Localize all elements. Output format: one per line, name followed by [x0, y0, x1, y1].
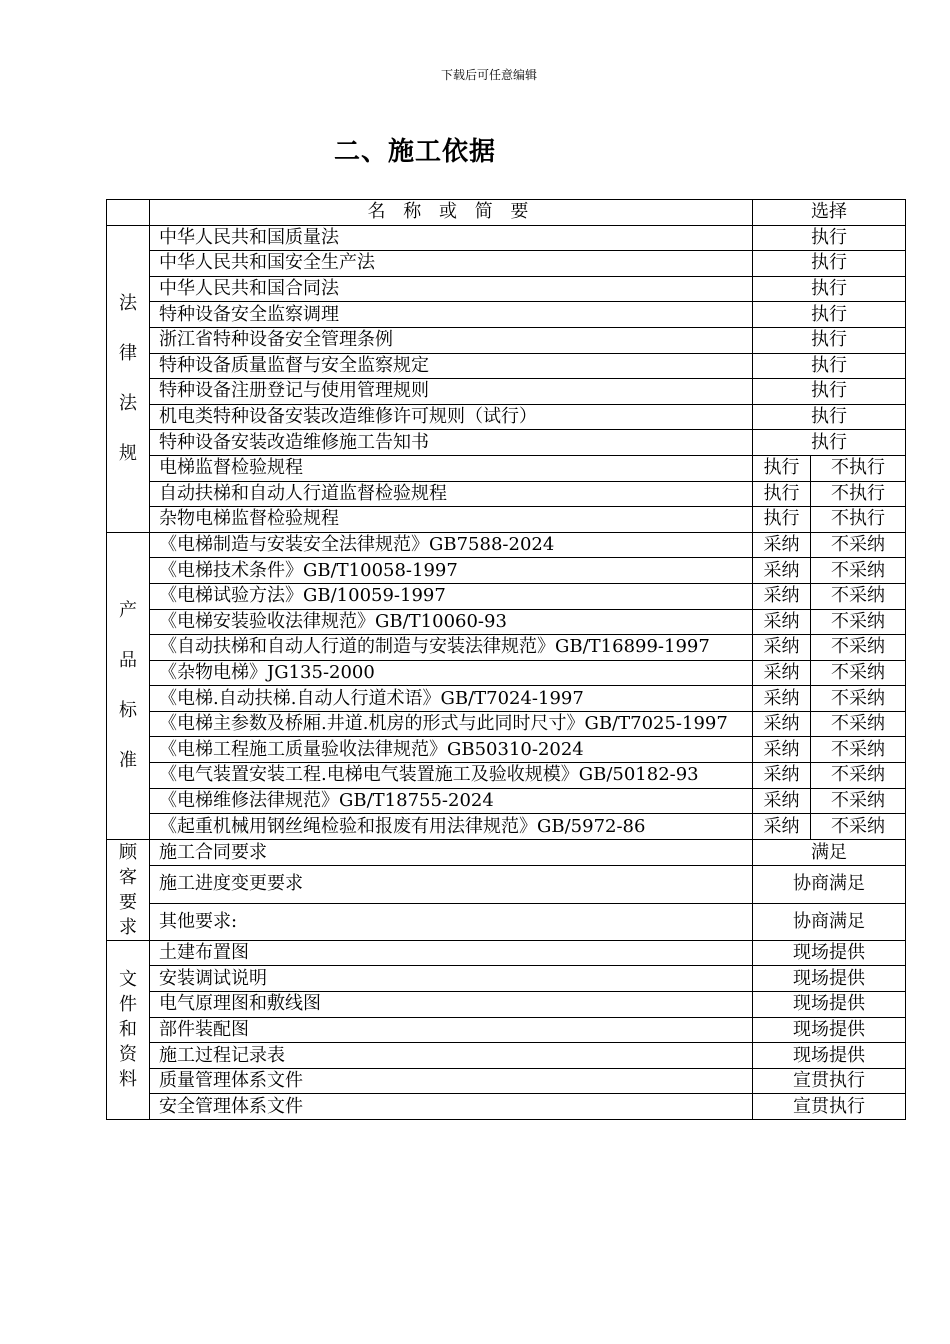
item-name: 安全管理体系文件 — [150, 1094, 753, 1120]
option-not-adopt: 不执行 — [811, 455, 906, 481]
category-product-standards — [107, 532, 150, 839]
table-row — [107, 583, 906, 609]
selection-value: 执行 — [753, 353, 906, 379]
table-header-row — [107, 200, 906, 226]
item-name: 施工过程记录表 — [150, 1043, 753, 1069]
table-row — [107, 251, 906, 277]
table-row — [107, 225, 906, 251]
option-not-adopt: 不采纳 — [811, 711, 906, 737]
table-row — [107, 532, 906, 558]
category-char: 资 — [119, 1044, 137, 1066]
option-not-adopt: 不执行 — [811, 481, 906, 507]
table-row — [107, 1043, 906, 1069]
column-header-select: 选择 — [753, 200, 906, 226]
category-char: 律 — [119, 342, 137, 364]
option-not-adopt: 不采纳 — [811, 609, 906, 635]
option-adopt: 采纳 — [753, 583, 811, 609]
selection-value: 执行 — [753, 276, 906, 302]
option-not-adopt: 不执行 — [811, 507, 906, 533]
category-char: 要 — [119, 891, 137, 913]
table-row — [107, 302, 906, 328]
category-char: 规 — [119, 442, 137, 464]
table-row — [107, 711, 906, 737]
construction-basis-table — [106, 199, 906, 1120]
item-name: 《电梯工程施工质量验收法律规范》GB50310-2024 — [150, 737, 753, 763]
category-char: 顾 — [119, 841, 137, 863]
item-name: 部件装配图 — [150, 1017, 753, 1043]
category-char: 品 — [119, 649, 137, 671]
item-name: 《电梯.自动扶梯.自动人行道术语》GB/T7024-1997 — [150, 686, 753, 712]
table-row — [107, 507, 906, 533]
option-not-adopt: 不采纳 — [811, 814, 906, 840]
item-name: 《杂物电梯》JG135-2000 — [150, 660, 753, 686]
table-row — [107, 1017, 906, 1043]
category-char: 和 — [119, 1019, 137, 1041]
selection-value: 执行 — [753, 251, 906, 277]
table-row — [107, 814, 906, 840]
table-row — [107, 966, 906, 992]
selection-value: 执行 — [753, 225, 906, 251]
table-row — [107, 404, 906, 430]
column-header-name: 名 称 或 简 要 — [150, 200, 753, 226]
option-adopt: 采纳 — [753, 814, 811, 840]
selection-value: 执行 — [753, 404, 906, 430]
item-name: 土建布置图 — [150, 940, 753, 966]
selection-value: 协商满足 — [753, 866, 906, 903]
item-name: 特种设备质量监督与安全监察规定 — [150, 353, 753, 379]
option-adopt: 采纳 — [753, 763, 811, 789]
option-not-adopt: 不采纳 — [811, 737, 906, 763]
option-adopt: 执行 — [753, 481, 811, 507]
table-row — [107, 558, 906, 584]
category-char: 件 — [119, 994, 137, 1016]
table-row — [107, 839, 906, 865]
table-row — [107, 353, 906, 379]
selection-value: 执行 — [753, 430, 906, 456]
item-name: 中华人民共和国质量法 — [150, 225, 753, 251]
option-not-adopt: 不采纳 — [811, 660, 906, 686]
selection-value: 协商满足 — [753, 903, 906, 940]
option-not-adopt: 不采纳 — [811, 686, 906, 712]
item-name: 中华人民共和国安全生产法 — [150, 251, 753, 277]
item-name: 质量管理体系文件 — [150, 1068, 753, 1094]
selection-value: 现场提供 — [753, 992, 906, 1018]
table-row — [107, 1068, 906, 1094]
option-adopt: 采纳 — [753, 711, 811, 737]
category-char: 法 — [119, 392, 137, 414]
option-adopt: 采纳 — [753, 660, 811, 686]
category-char: 料 — [119, 1069, 137, 1091]
option-not-adopt: 不采纳 — [811, 558, 906, 584]
item-name: 特种设备注册登记与使用管理规则 — [150, 379, 753, 405]
item-name: 安装调试说明 — [150, 966, 753, 992]
selection-value: 宣贯执行 — [753, 1094, 906, 1120]
table-row — [107, 660, 906, 686]
table-row — [107, 686, 906, 712]
item-name: 特种设备安全监察调理 — [150, 302, 753, 328]
table-row — [107, 481, 906, 507]
item-name: 特种设备安装改造维修施工告知书 — [150, 430, 753, 456]
option-not-adopt: 不采纳 — [811, 788, 906, 814]
item-name: 《电梯制造与安装安全法律规范》GB7588-2024 — [150, 532, 753, 558]
category-char: 产 — [119, 599, 137, 621]
selection-value: 现场提供 — [753, 966, 906, 992]
table-row — [107, 379, 906, 405]
table-row — [107, 430, 906, 456]
category-char: 客 — [119, 866, 137, 888]
category-laws-regulations — [107, 225, 150, 532]
page-header-note: 下载后可任意编辑 — [440, 68, 537, 82]
item-name: 机电类特种设备安装改造维修许可规则（试行） — [150, 404, 753, 430]
category-char: 文 — [119, 969, 137, 991]
category-char: 法 — [119, 292, 137, 314]
item-name: 施工合同要求 — [150, 839, 753, 865]
category-char: 准 — [119, 749, 137, 771]
item-name: 中华人民共和国合同法 — [150, 276, 753, 302]
item-name: 《起重机械用钢丝绳检验和报废有用法律规范》GB/5972-86 — [150, 814, 753, 840]
option-not-adopt: 不采纳 — [811, 635, 906, 661]
page-title: 二、施工依据 — [334, 137, 497, 167]
table-row — [107, 763, 906, 789]
item-name: 杂物电梯监督检验规程 — [150, 507, 753, 533]
item-name: 《电梯技术条件》GB/T10058-1997 — [150, 558, 753, 584]
table-row — [107, 635, 906, 661]
option-adopt: 采纳 — [753, 788, 811, 814]
option-adopt: 采纳 — [753, 558, 811, 584]
option-adopt: 采纳 — [753, 532, 811, 558]
option-adopt: 采纳 — [753, 686, 811, 712]
option-adopt: 采纳 — [753, 737, 811, 763]
selection-value: 现场提供 — [753, 1017, 906, 1043]
table-row — [107, 609, 906, 635]
option-not-adopt: 不采纳 — [811, 583, 906, 609]
category-char: 标 — [119, 699, 137, 721]
table-row — [107, 276, 906, 302]
item-name: 《电梯试验方法》GB/10059-1997 — [150, 583, 753, 609]
table-row — [107, 866, 906, 903]
item-name: 《电气装置安装工程.电梯电气装置施工及验收规模》GB/50182-93 — [150, 763, 753, 789]
selection-value: 现场提供 — [753, 1043, 906, 1069]
table-row — [107, 455, 906, 481]
item-name: 其他要求: — [150, 903, 753, 940]
table-row — [107, 327, 906, 353]
category-customer-requirements — [107, 839, 150, 940]
table-row — [107, 992, 906, 1018]
table-row — [107, 788, 906, 814]
option-adopt: 采纳 — [753, 635, 811, 661]
option-adopt: 执行 — [753, 455, 811, 481]
item-name: 《电梯维修法律规范》GB/T18755-2024 — [150, 788, 753, 814]
item-name: 施工进度变更要求 — [150, 866, 753, 903]
selection-value: 宣贯执行 — [753, 1068, 906, 1094]
item-name: 《自动扶梯和自动人行道的制造与安装法律规范》GB/T16899-1997 — [150, 635, 753, 661]
selection-value: 满足 — [753, 839, 906, 865]
category-documents-materials — [107, 940, 150, 1119]
item-name: 《电梯主参数及桥厢.井道.机房的形式与此同时尺寸》GB/T7025-1997 — [150, 711, 753, 737]
table-row — [107, 1094, 906, 1120]
item-name: 电梯监督检验规程 — [150, 455, 753, 481]
header-blank-cell — [107, 200, 150, 226]
table-row — [107, 903, 906, 940]
item-name: 浙江省特种设备安全管理条例 — [150, 327, 753, 353]
table-row — [107, 737, 906, 763]
selection-value: 执行 — [753, 302, 906, 328]
option-adopt: 采纳 — [753, 609, 811, 635]
item-name: 自动扶梯和自动人行道监督检验规程 — [150, 481, 753, 507]
category-char: 求 — [119, 916, 137, 938]
option-adopt: 执行 — [753, 507, 811, 533]
option-not-adopt: 不采纳 — [811, 763, 906, 789]
selection-value: 现场提供 — [753, 940, 906, 966]
item-name: 电气原理图和敷线图 — [150, 992, 753, 1018]
item-name: 《电梯安装验收法律规范》GB/T10060-93 — [150, 609, 753, 635]
selection-value: 执行 — [753, 379, 906, 405]
option-not-adopt: 不采纳 — [811, 532, 906, 558]
table-row — [107, 940, 906, 966]
selection-value: 执行 — [753, 327, 906, 353]
